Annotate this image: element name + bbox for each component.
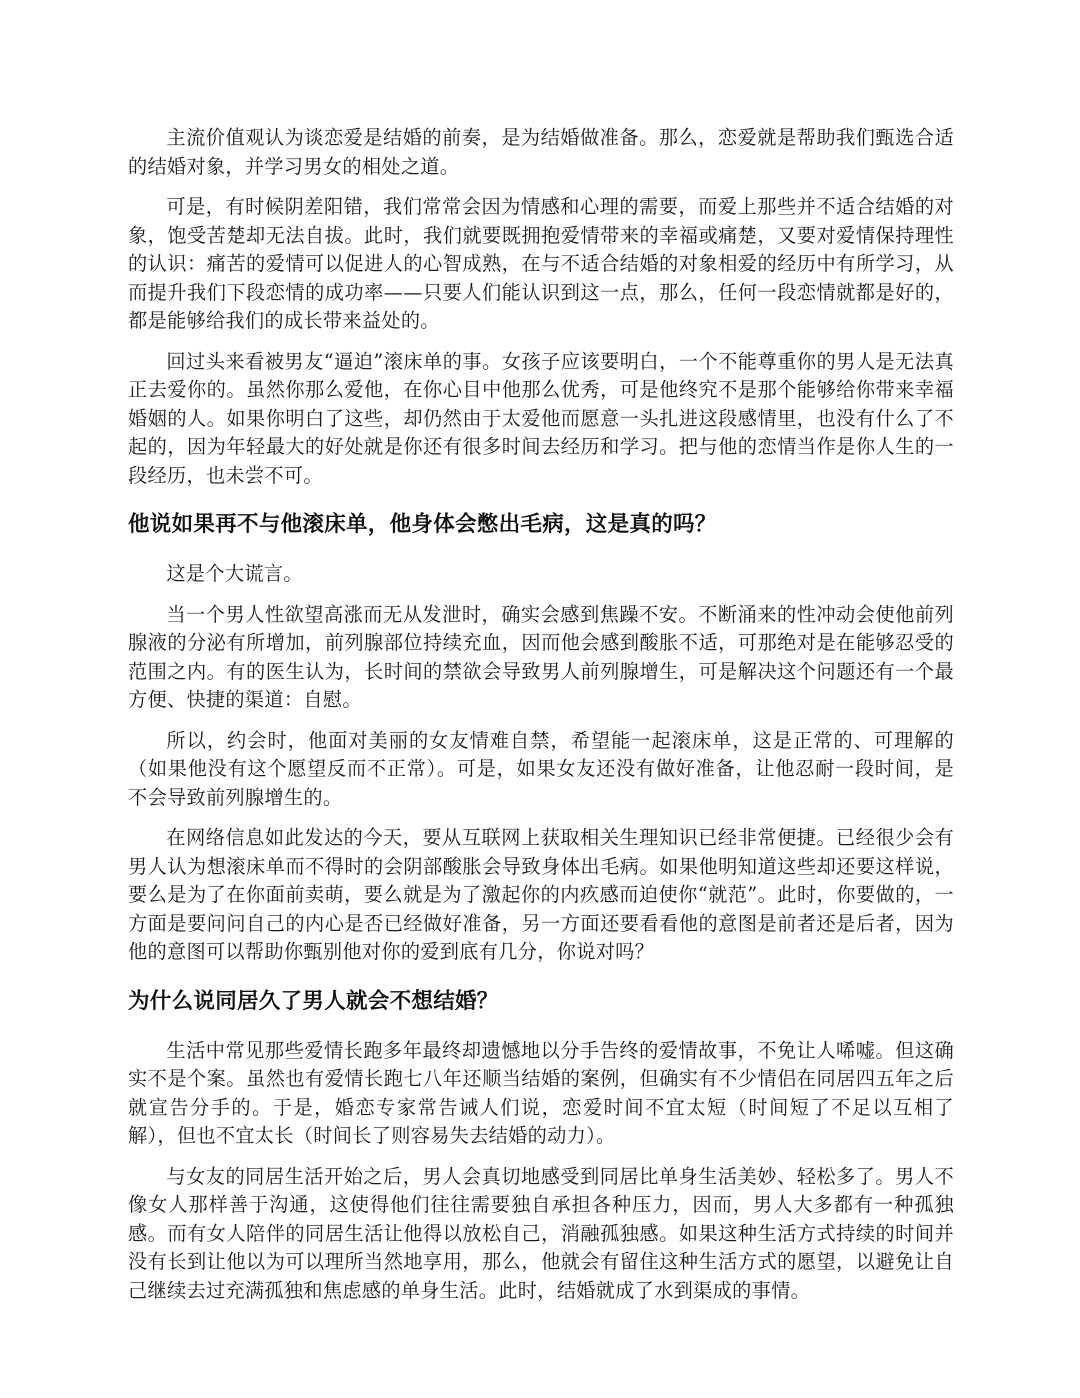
paragraph: 这是个大谎言。 <box>166 562 303 585</box>
section-health-question <box>128 510 954 967</box>
paragraph: 所以，约会时，他面对美丽的女友情难自禁，希望能一起滚床单，这是正常的、可理解的（如果他没有这个愿望反而不正常）。可是，如果女友还没有做好准备，让他忍耐一段时间，是不会导致前列腺增生的。 <box>128 728 954 809</box>
section-intro <box>128 124 954 490</box>
paragraph: 当一个男人性欲望高涨而无从发泄时，确实会感到焦躁不安。不断涌来的性冲动会使他前列腺液的分泌有所增加，前列腺部位持续充血，因而他会感到酸胀不适，可那绝对是在能够忍受的范围之内。有的医生认为，长时间的禁欲会导致男人前列腺增生，可是解决这个问题还有一个最方便、快捷的渠道：自慰。 <box>128 602 954 711</box>
section-heading: 为什么说同居久了男人就会不想结婚？ <box>128 988 499 1014</box>
paragraph: 主流价值观认为谈恋爱是结婚的前奏，是为结婚做准备。那么，恋爱就是帮助我们甄选合适的结婚对象，并学习男女的相处之道。 <box>128 126 954 178</box>
section-heading: 他说如果再不与他滚床单，他身体会憋出毛病，这是真的吗？ <box>128 512 717 537</box>
paragraph: 在网络信息如此发达的今天，要从互联网上获取相关生理知识已经非常便捷。已经很少会有男人认为想滚床单而不得时的会阴部酸胀会导致身体出毛病。如果他明知道这些却还要这样说，要么是为了在你面前卖萌，要么就是为了激起你的内疚感而迫使你“就范”。此时，你要做的，一方面是要问问自己的内心是否已经做好准备，另一方面还要看看他的意图是前者还是后者，因为他的意图可以帮助你甄别他对你的爱到底有几分，你说对吗？ <box>128 826 954 963</box>
document-page <box>128 124 954 1317</box>
paragraph: 生活中常见那些爱情长跑多年最终却遗憾地以分手告终的爱情故事，不免让人唏嘘。但这确实不是个案。虽然也有爱情长跑七八年还顺当结婚的案例，但确实有不少情侣在同居四五年之后就宣告分手的。于是，婚恋专家常告诫人们说，恋爱时间不宜太短（时间短了不足以互相了解），但也不宜太长（时间长了则容易失去结婚的动力）。 <box>128 1038 954 1147</box>
paragraph: 可是，有时候阴差阳错，我们常常会因为情感和心理的需要，而爱上那些并不适合结婚的对象，饱受苦楚却无法自拔。此时，我们就要既拥抱爱情带来的幸福或痛楚，又要对爱情保持理性的认识：痛苦的爱情可以促进人的心智成熟，在与不适合结婚的对象相爱的经历中有所学习，从而提升我们下段恋情的成功率——只要人们能认识到这一点，那么，任何一段恋情就都是好的，都是能够给我们的成长带来益处的。 <box>128 195 954 332</box>
section-cohabitation-question <box>128 987 954 1306</box>
paragraph: 与女友的同居生活开始之后，男人会真切地感受到同居比单身生活美妙、轻松多了。男人不像女人那样善于沟通，这使得他们往往需要独自承担各种压力，因而，男人大多都有一种孤独感。而有女人陪伴的同居生活让他得以放松自己，消融孤独感。如果这种生活方式持续的时间并没有长到让他以为可以理所当然地享用，那么，他就会有留住这种生活方式的愿望，以避免让自己继续去过充满孤独和焦虑感的单身生活。此时，结婚就成了水到渠成的事情。 <box>128 1164 954 1302</box>
paragraph: 回过头来看被男友“逼迫”滚床单的事。女孩子应该要明白，一个不能尊重你的男人是无法真正去爱你的。虽然你那么爱他，在你心目中他那么优秀，可是他终究不是那个能够给你带来幸福婚姻的人。如果你明白了这些，却仍然由于太爱他而愿意一头扎进这段感情里，也没有什么了不起的，因为年轻最大的好处就是你还有很多时间去经历和学习。把与他的恋情当作是你人生的一段经历，也未尝不可。 <box>128 349 954 487</box>
